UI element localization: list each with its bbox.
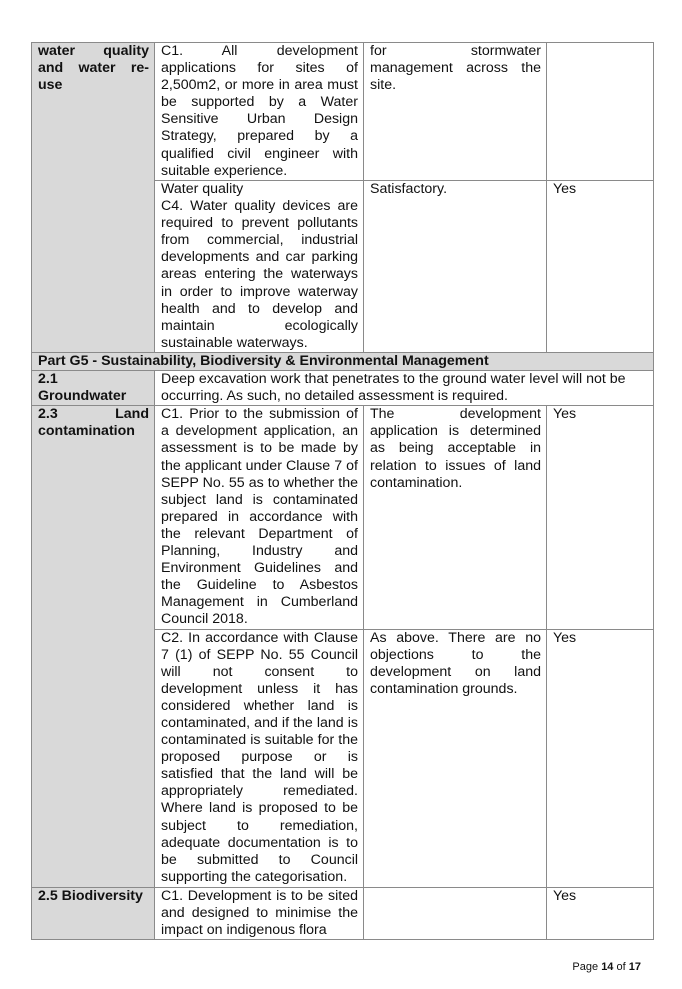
row-label-biodiversity: [32, 887, 155, 939]
compliance-cell: [547, 406, 654, 629]
groundwater-statement: Deep excavation work that penetrates to the ground water level will not be occurring. As such, no detailed assessment is required.: [161, 371, 626, 405]
row-label-text: 2.5 Biodiversity: [38, 887, 143, 904]
table-row: [32, 406, 654, 629]
table-row: [32, 371, 654, 406]
page-footer: [572, 961, 641, 973]
row-label-land-contamination: [32, 406, 155, 887]
row-label-groundwater: [32, 371, 155, 406]
row-label-text: Groundwater: [38, 388, 127, 405]
comment-cell: [364, 629, 547, 887]
assessment-table: [31, 42, 654, 940]
compliance-cell: [547, 887, 654, 939]
comment-text: The development application is determined as being acceptable in relation to issues of land contamination.: [370, 406, 541, 491]
compliance-text: Yes: [553, 887, 577, 904]
control-text: [155, 629, 364, 887]
compliance-cell: [547, 181, 654, 353]
compliance-text: Yes: [553, 629, 577, 646]
comment-cell: [364, 181, 547, 353]
control-text: [155, 43, 364, 181]
control-heading: Water quality: [161, 181, 244, 197]
comment-text: Satisfactory.: [370, 181, 448, 197]
comment-text: As above. There are no objections to the development on land contamination grounds.: [370, 629, 541, 697]
control-text: [155, 406, 364, 629]
control-text: [155, 887, 364, 939]
table-row: [32, 887, 654, 939]
row-label-text: 2.3 Land contamination: [38, 406, 149, 440]
page-prefix: Page: [572, 961, 599, 973]
page-of: of: [616, 961, 626, 973]
compliance-text: Yes: [553, 181, 577, 197]
control-c2-text: C2. In accordance with Clause 7 (1) of SEPP No. 55 Council will not consent to development unless it has considered whether land is contaminated, and if the land is contaminated is suitable for the proposed purpose or is satisfied that the land will be appropriately remediated. Where land is proposed to be subject to remediation, adequate documentation is to be submitted to Council supporting the categorisation.: [161, 629, 358, 885]
control-c1-text: C1. All development applications for sites of 2,500m2, or more in area must be supported by a Water Sensitive Urban Design Strategy, prepared by a qualified civil engineer with suitable experience.: [161, 43, 358, 179]
comment-text: for stormwater management across the site.: [370, 43, 541, 94]
page-total: 17: [628, 961, 641, 973]
groundwater-text: [155, 371, 654, 406]
page-number: 14: [601, 961, 614, 973]
row-label-number: 2.1: [38, 371, 58, 388]
control-text: [155, 181, 364, 353]
compliance-cell: [547, 629, 654, 887]
comment-cell: [364, 887, 547, 939]
comment-cell: [364, 43, 547, 181]
row-label-water-quality: [32, 43, 155, 353]
section-heading-row: [32, 353, 654, 371]
row-label-text: water quality and water re-use: [38, 43, 149, 94]
compliance-cell: [547, 43, 654, 181]
section-heading: Part G5 - Sustainability, Biodiversity & Environmental Management: [32, 353, 654, 371]
table-row: [32, 43, 654, 181]
compliance-text: Yes: [553, 406, 577, 423]
control-c1-text: C1. Development is to be sited and designed to minimise the impact on indigenous flora: [161, 887, 358, 938]
control-c4-text: C4. Water quality devices are required to prevent pollutants from commercial, industrial developments and car parking areas entering the waterways in order to improve waterway health and to develop and maintain ecologically sustainable waterways.: [161, 198, 358, 351]
control-c1-text: C1. Prior to the submission of a development application, an assessment is to be made by the applicant under Clause 7 of SEPP No. 55 as to whether the subject land is contaminated prepared in accordance with the relevant Department of Planning, Industry and Environment Guidelines and the Guideline to Asbestos Management in Cumberland Council 2018.: [161, 406, 358, 628]
comment-cell: [364, 406, 547, 629]
